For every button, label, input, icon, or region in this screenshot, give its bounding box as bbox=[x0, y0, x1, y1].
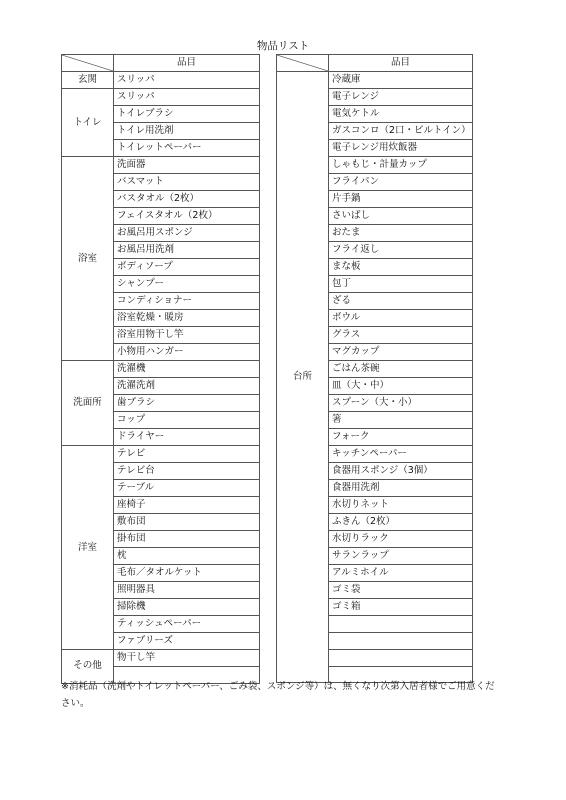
category-cell: 浴室 bbox=[62, 157, 114, 361]
item-cell: 敷布団 bbox=[114, 514, 260, 531]
item-cell: ゴミ箱 bbox=[329, 599, 473, 616]
item-cell: 浴室乾燥・暖房 bbox=[114, 310, 260, 327]
item-cell: コップ bbox=[114, 412, 260, 429]
item-cell: ざる bbox=[329, 293, 473, 310]
item-cell: お風呂用洗剤 bbox=[114, 242, 260, 259]
item-cell: お風呂用スポンジ bbox=[114, 225, 260, 242]
item-cell: 洗濯機 bbox=[114, 361, 260, 378]
category-cell: 玄関 bbox=[62, 72, 114, 89]
item-cell: 洗濯洗剤 bbox=[114, 378, 260, 395]
table-row bbox=[62, 72, 260, 89]
item-cell: まな板 bbox=[329, 259, 473, 276]
category-cell: その他 bbox=[62, 650, 114, 684]
item-cell: トイレブラシ bbox=[114, 106, 260, 123]
item-cell: 片手鍋 bbox=[329, 191, 473, 208]
item-cell: 歯ブラシ bbox=[114, 395, 260, 412]
column-header-item: 品目 bbox=[329, 55, 473, 72]
item-cell: テレビ bbox=[114, 446, 260, 463]
diagonal-line bbox=[277, 55, 328, 71]
item-cell: おたま bbox=[329, 225, 473, 242]
item-cell: シャンプー bbox=[114, 276, 260, 293]
right-item-table bbox=[276, 54, 473, 683]
item-cell: コンディショナー bbox=[114, 293, 260, 310]
item-cell: 物干し竿 bbox=[114, 650, 260, 667]
item-cell: さいばし bbox=[329, 208, 473, 225]
item-cell: ふきん（2枚） bbox=[329, 514, 473, 531]
item-cell: バスマット bbox=[114, 174, 260, 191]
item-cell: フライ返し bbox=[329, 242, 473, 259]
table-row bbox=[62, 650, 260, 667]
item-cell: 食器用洗剤 bbox=[329, 480, 473, 497]
item-cell: ゴミ袋 bbox=[329, 582, 473, 599]
item-cell: 掛布団 bbox=[114, 531, 260, 548]
item-cell bbox=[329, 649, 473, 666]
item-cell bbox=[329, 616, 473, 633]
item-cell: スプーン（大・小） bbox=[329, 395, 473, 412]
item-cell: テレビ台 bbox=[114, 463, 260, 480]
item-cell: ファブリーズ bbox=[114, 633, 260, 650]
item-cell: テーブル bbox=[114, 480, 260, 497]
item-cell: ガスコンロ（2口・ビルトイン） bbox=[329, 123, 473, 140]
item-cell bbox=[329, 632, 473, 649]
corner-cell bbox=[62, 55, 114, 72]
item-cell: 毛布／タオルケット bbox=[114, 565, 260, 582]
item-cell: 座椅子 bbox=[114, 497, 260, 514]
item-cell: 洗面器 bbox=[114, 157, 260, 174]
item-cell: グラス bbox=[329, 327, 473, 344]
category-cell: 洗面所 bbox=[62, 361, 114, 446]
item-cell: サランラップ bbox=[329, 548, 473, 565]
category-cell: 台所 bbox=[277, 72, 329, 683]
item-cell: 水切りネット bbox=[329, 497, 473, 514]
item-cell: 枕 bbox=[114, 548, 260, 565]
corner-cell bbox=[277, 55, 329, 72]
item-cell: しゃもじ・計量カップ bbox=[329, 157, 473, 174]
item-cell: フェイスタオル（2枚） bbox=[114, 208, 260, 225]
item-cell: アルミホイル bbox=[329, 565, 473, 582]
item-cell: ボディソープ bbox=[114, 259, 260, 276]
item-cell: 電子レンジ bbox=[329, 89, 473, 106]
item-cell: 包丁 bbox=[329, 276, 473, 293]
left-item-table bbox=[61, 54, 260, 684]
item-cell: ごはん茶碗 bbox=[329, 361, 473, 378]
item-cell: フォーク bbox=[329, 429, 473, 446]
item-cell: スリッパ bbox=[114, 89, 260, 106]
item-cell: スリッパ bbox=[114, 72, 260, 89]
item-cell: フライパン bbox=[329, 174, 473, 191]
item-cell: ティッシュペーパー bbox=[114, 616, 260, 633]
item-cell: 食器用スポンジ（3個） bbox=[329, 463, 473, 480]
column-header-item: 品目 bbox=[114, 55, 260, 72]
item-cell: 冷蔵庫 bbox=[329, 72, 473, 89]
table-row bbox=[62, 446, 260, 463]
item-cell: 箸 bbox=[329, 412, 473, 429]
item-cell: マグカップ bbox=[329, 344, 473, 361]
item-cell: 浴室用物干し竿 bbox=[114, 327, 260, 344]
category-cell: 洋室 bbox=[62, 446, 114, 650]
table-row bbox=[62, 89, 260, 106]
table-row bbox=[277, 72, 473, 89]
item-cell: 掃除機 bbox=[114, 599, 260, 616]
page-title: 物品リスト bbox=[256, 40, 310, 52]
item-cell: ボウル bbox=[329, 310, 473, 327]
consumables-note: ※消耗品（洗剤やトイレットペーパー、ごみ袋、スポンジ等）は、無くなり次第入居者様でご用意ください。 bbox=[61, 681, 495, 709]
item-cell: 皿（大・中） bbox=[329, 378, 473, 395]
table-row bbox=[62, 361, 260, 378]
item-cell: 電子レンジ用炊飯器 bbox=[329, 140, 473, 157]
item-cell: キッチンペーパー bbox=[329, 446, 473, 463]
item-cell: 小物用ハンガー bbox=[114, 344, 260, 361]
item-cell: トイレ用洗剤 bbox=[114, 123, 260, 140]
category-cell: トイレ bbox=[62, 89, 114, 157]
diagonal-line bbox=[62, 55, 113, 71]
item-cell: バスタオル（2枚） bbox=[114, 191, 260, 208]
table-row bbox=[62, 157, 260, 174]
item-cell: 照明器具 bbox=[114, 582, 260, 599]
item-cell: 水切りラック bbox=[329, 531, 473, 548]
item-cell: ドライヤー bbox=[114, 429, 260, 446]
item-cell: トイレットペーパー bbox=[114, 140, 260, 157]
item-cell: 電気ケトル bbox=[329, 106, 473, 123]
